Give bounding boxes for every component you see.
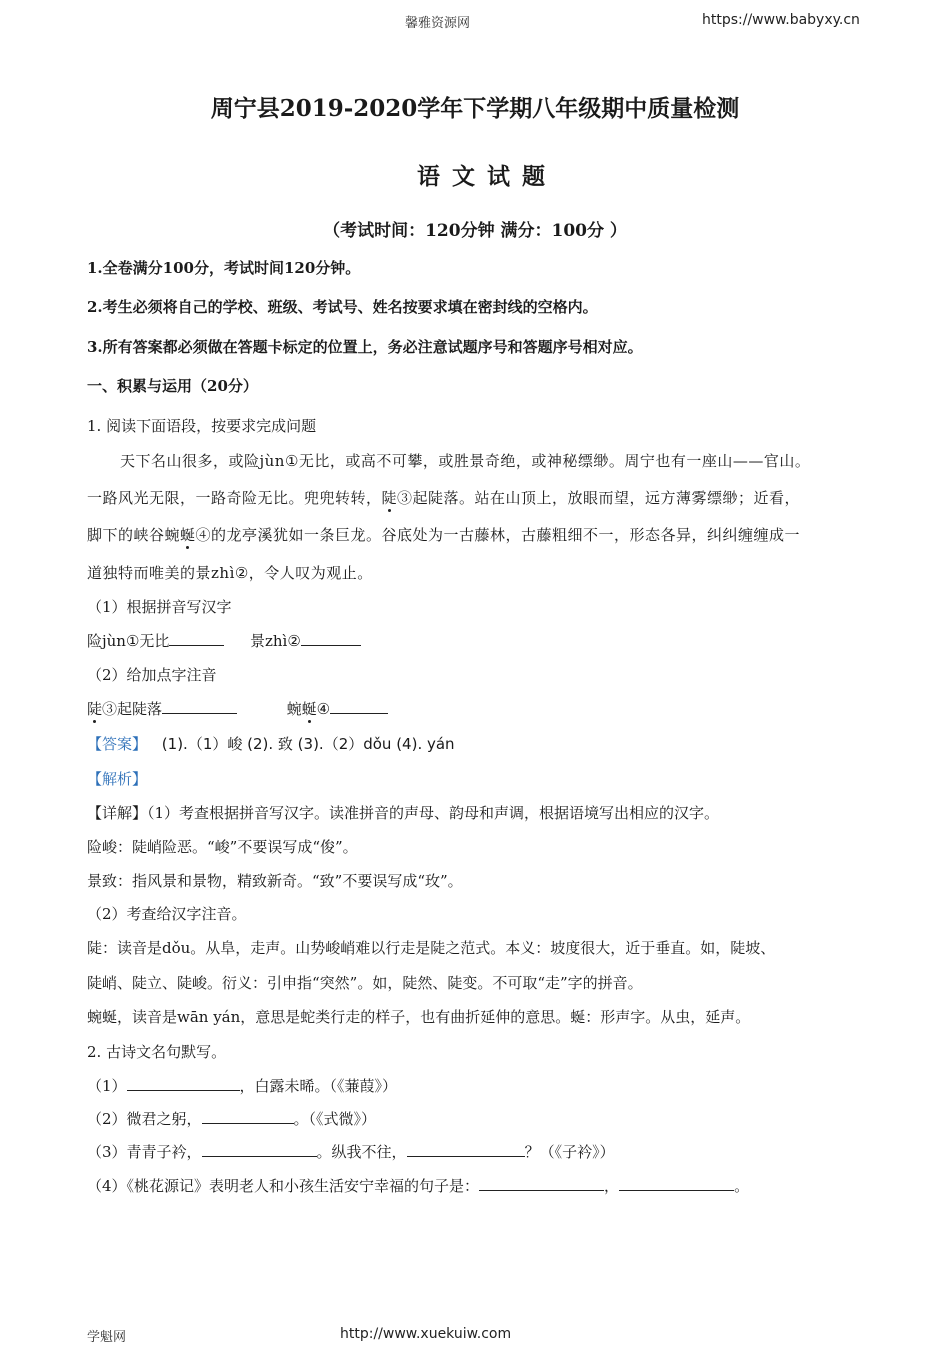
answer-blank[interactable]: [169, 631, 224, 646]
answer-blank[interactable]: [127, 1076, 240, 1091]
dotted-char-dou: 陡: [87, 700, 103, 718]
footer-site-name: 学魁网: [87, 1330, 127, 1345]
section-heading: 一、积累与运用（20分）: [87, 377, 258, 395]
answer-blank[interactable]: [619, 1176, 734, 1191]
answer-blank[interactable]: [330, 699, 388, 714]
analysis-line: 景致：指风景和景物，精致新奇。“致”不要误写成“玫”。: [87, 872, 463, 890]
passage-line-2-a: 一路风光无限，一路奇险无比。兜兜转转，: [87, 489, 382, 507]
analysis-line: 【详解】（1）考查根据拼音写汉字。读准拼音的声母、韵母和声调，根据语境写出相应的汉字。: [87, 804, 720, 822]
analysis-line: 陡峭、陡立、陡峻。衍义：引申指“突然”。如，陡然、陡变。不可取“走”字的拼音。: [87, 974, 643, 992]
q2-item-3-c: ？（《子衿》）: [524, 1143, 615, 1161]
analysis-line: 险峻：陡峭险恶。“峻”不要误写成“俊”。: [87, 838, 358, 856]
q1-sub2: （2）给加点字注音: [87, 666, 217, 684]
footer-site-url[interactable]: http://www.xuekuiw.com: [340, 1326, 512, 1342]
analysis-line: （2）考查给汉字注音。: [87, 905, 247, 923]
q2-item-1-a: （1）: [87, 1077, 127, 1095]
q1-sub2-b1: 蜿: [286, 700, 302, 718]
passage-line-3-a: 脚下的峡谷蜿: [87, 526, 181, 544]
analysis-label: 【解析】: [87, 770, 148, 788]
q2-item-1-b: ，白露未晞。（《蒹葭》）: [239, 1077, 398, 1095]
header-site-name: 馨雅资源网: [405, 16, 471, 31]
q2-item-2-a: （2）微君之躬，: [87, 1110, 202, 1128]
q2-item-1: [87, 1075, 397, 1096]
q1-sub1-b: 景zhì②: [249, 632, 301, 650]
answer-label: 【答案】: [87, 735, 148, 753]
answer-blank[interactable]: [202, 1142, 317, 1157]
q2-item-4-c: 。: [734, 1177, 750, 1195]
q2-item-4-a: （4）《桃花源记》表明老人和小孩生活安宁幸福的句子是：: [87, 1177, 480, 1195]
page-title: 周宁县2019-2020学年下学期八年级期中质量检测: [210, 95, 740, 122]
q2-item-4-b: ，: [604, 1177, 620, 1195]
passage-line-1: 天下名山很多，或险jùn①无比，或高不可攀，或胜景奇绝，或神秘缥缈。周宁也有一座山——官山。: [120, 452, 811, 470]
q2-item-2-b: 。（《式微》）: [293, 1110, 377, 1128]
q1-sub2-items: [87, 698, 388, 719]
dotted-char-yan: 蜒: [180, 526, 196, 544]
q1-prompt: 1. 阅读下面语段，按要求完成问题: [87, 417, 317, 435]
passage-line-2-b: ③起陡落。站在山顶上，放眼而望，远方薄雾缥缈；近看，: [397, 489, 801, 507]
passage-line-3: [87, 524, 800, 545]
q1-sub1-a: 险jùn①无比: [87, 632, 170, 650]
q1-sub1: （1）根据拼音写汉字: [87, 598, 232, 616]
answer-blank[interactable]: [407, 1142, 525, 1157]
answer-blank[interactable]: [162, 699, 237, 714]
passage-line-3-b: ④的龙亭溪犹如一条巨龙。谷底处为一古藤林，古藤粗细不一，形态各异，纠纠缠缠成一: [195, 526, 801, 544]
answer-blank[interactable]: [301, 631, 361, 646]
q1-sub2-a: ③起陡落: [102, 700, 163, 718]
passage-line-4: 道独特而唯美的景zhì②，令人叹为观止。: [87, 564, 373, 582]
answer-blank[interactable]: [479, 1176, 604, 1191]
passage-line-2: [87, 487, 800, 508]
instruction-3: 3.所有答案都必须做在答题卡标定的位置上，务必注意试题序号和答题序号相对应。: [87, 338, 643, 356]
q2-item-3-a: （3）青青子衿，: [87, 1143, 202, 1161]
exam-meta: （考试时间：120分钟 满分：100分 ）: [323, 221, 627, 241]
analysis-line: 蜿蜒，读音是wān yán，意思是蛇类行走的样子，也有曲折延伸的意思。蜒：形声字。从虫，延声。: [87, 1008, 751, 1026]
analysis-line: 陡：读音是dǒu。从阜，走声。山势峻峭难以行走是陡之范式。本义：坡度很大，近于垂直。如，陡坡、: [87, 939, 776, 957]
dotted-char-yan: 蜒: [301, 700, 317, 718]
instruction-2: 2.考生必须将自己的学校、班级、考试号、姓名按要求填在密封线的空格内。: [87, 298, 598, 316]
q1-answer: [87, 733, 455, 754]
answer-text: (1).（1）峻 (2). 致 (3).（2）dǒu (4). yán: [161, 735, 455, 753]
subject-title: 语文试题: [417, 163, 557, 190]
q1-sub1-items: [87, 630, 361, 651]
q2-item-3: [87, 1141, 615, 1162]
header-site-url[interactable]: https://www.babyxy.cn: [702, 12, 860, 28]
q2-item-2: [87, 1108, 376, 1129]
q2-prompt: 2. 古诗文名句默写。: [87, 1043, 227, 1061]
q2-item-4: [87, 1175, 749, 1196]
answer-blank[interactable]: [202, 1109, 294, 1124]
dotted-char-dou: 陡: [381, 489, 398, 507]
q1-sub2-b2: ④: [316, 700, 331, 718]
q2-item-3-b: 。纵我不往，: [316, 1143, 407, 1161]
instruction-1: 1.全卷满分100分，考试时间120分钟。: [87, 259, 361, 277]
